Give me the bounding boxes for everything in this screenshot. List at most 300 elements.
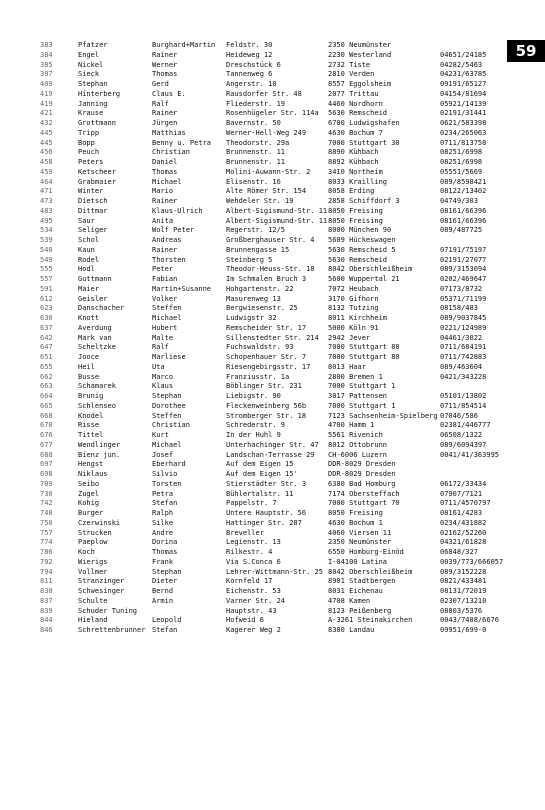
entry-city: 2800 Bremen 1 — [328, 372, 383, 381]
entry-first-name: Michael — [152, 440, 182, 449]
entry-city: 4460 Nordhorn — [328, 99, 383, 108]
entry-city: 3017 Pattensen — [328, 392, 388, 400]
list-item — [0, 343, 545, 353]
list-item — [0, 558, 545, 568]
entry-last-name: Tripp — [78, 128, 100, 137]
list-item — [0, 568, 545, 578]
entry-id: 383 — [40, 41, 53, 49]
entry-street: In der Huhl 9 — [226, 431, 281, 439]
entry-id: 630 — [40, 314, 53, 322]
entry-street: Albert-Sigismund-Str. 11 — [226, 216, 328, 225]
list-item — [0, 402, 545, 412]
list-item — [0, 363, 545, 373]
entry-first-name: Michael — [152, 314, 182, 322]
list-item — [0, 236, 545, 246]
entry-id: 748 — [40, 509, 53, 517]
entry-id: 384 — [40, 50, 53, 59]
entry-street: Brunnenstr. 11 — [226, 158, 286, 166]
entry-last-name: Engel — [78, 50, 100, 59]
entry-id: 557 — [40, 275, 53, 283]
entry-street: Breveller — [226, 528, 264, 537]
entry-id: 837 — [40, 596, 53, 605]
entry-street: Alte Römer Str. 154 — [226, 187, 307, 196]
entry-city: 8890 Kühbach — [328, 148, 379, 157]
entry-last-name: Stranzinger — [78, 577, 125, 586]
entry-last-name: Janning — [78, 99, 108, 108]
entry-city: I-04100 Latina — [328, 557, 388, 566]
entry-city: 8031 Eichenau — [328, 587, 383, 595]
entry-city: 8012 Ottobrunn — [328, 440, 388, 449]
entry-street: Steinberg 5 — [226, 255, 273, 264]
entry-last-name: Heil — [78, 362, 95, 371]
entry-last-name: Sieck — [78, 70, 100, 79]
list-item — [0, 158, 545, 168]
entry-city: 5630 Remscheid — [328, 109, 388, 118]
entry-phone: 0041/41/363995 — [440, 450, 500, 459]
entry-city: 2810 Verden — [328, 70, 375, 79]
entry-last-name: Saur — [78, 216, 95, 225]
entry-first-name: Uta — [152, 362, 165, 371]
list-item — [0, 392, 545, 402]
entry-last-name: Winter — [78, 187, 104, 196]
list-item — [0, 382, 545, 392]
entry-first-name: Silvio — [152, 470, 178, 478]
entry-street: Auf dem Eigen 15 — [226, 460, 294, 469]
entry-city: 8042 Oberschleißheim — [328, 265, 413, 274]
entry-phone: 089/9037845 — [440, 314, 487, 322]
entry-first-name: Michael — [152, 177, 182, 186]
entry-street: Stierstädter Str. 3 — [226, 479, 307, 488]
entry-last-name: Ketscheer — [78, 167, 116, 176]
entry-city: 2230 Westerland — [328, 50, 392, 59]
entry-phone: 089/3152228 — [440, 567, 487, 576]
entry-phone: 0621/583398 — [440, 119, 487, 127]
list-item — [0, 519, 545, 529]
list-item — [0, 509, 545, 519]
entry-first-name: Rainer — [152, 245, 178, 254]
entry-last-name: Risse — [78, 421, 100, 430]
list-item — [0, 207, 545, 217]
entry-street: Elisenstr. 16 — [226, 177, 281, 186]
entry-phone: 0711/854514 — [440, 401, 487, 410]
entry-phone: 02191/31441 — [440, 109, 487, 118]
entry-phone: 08161/4283 — [440, 509, 483, 517]
entry-city: 7123 Sachsenheim-Spielberg — [328, 411, 438, 420]
entry-phone: 0221/124989 — [440, 323, 487, 332]
entry-id: 774 — [40, 538, 53, 547]
entry-city: 2732 Tiste — [328, 60, 371, 69]
entry-first-name: Mario — [152, 187, 174, 196]
entry-phone: 02381/446777 — [440, 421, 491, 430]
entry-phone: 04651/24185 — [440, 50, 487, 59]
list-item — [0, 187, 545, 197]
entry-id: 397 — [40, 70, 53, 79]
entry-city: 8011 Kirchheim — [328, 314, 388, 322]
list-item — [0, 178, 545, 188]
entry-id: 637 — [40, 323, 53, 332]
entry-first-name: Stefan — [152, 626, 178, 634]
entry-last-name: Schol — [78, 236, 100, 244]
list-item — [0, 577, 545, 587]
entry-phone: 08251/6998 — [440, 158, 483, 166]
entry-first-name: Benny u. Petra — [152, 138, 212, 147]
entry-phone: 0234/431882 — [440, 518, 487, 527]
entry-first-name: Andre — [152, 528, 174, 537]
page-number: 59 — [507, 40, 545, 62]
entry-id: 794 — [40, 567, 53, 576]
entry-id: 651 — [40, 353, 53, 361]
list-item — [0, 61, 545, 71]
entry-street: Albert-Sigismund-Str. 11 — [226, 206, 328, 215]
entry-id: 483 — [40, 206, 53, 215]
entry-street: Großberghauser Str. 4 — [226, 236, 315, 244]
entry-street: Stromberger Str. 18 — [226, 411, 307, 420]
entry-first-name: Werner — [152, 60, 178, 69]
entry-phone: 09191/65127 — [440, 80, 487, 88]
entry-street: Lehrer-Wittmann-Str. 25 — [226, 567, 323, 576]
list-item — [0, 470, 545, 480]
entry-phone: 0711/742883 — [440, 353, 487, 361]
entry-street: Bavernstr. 50 — [226, 119, 281, 127]
entry-last-name: Knodel — [78, 411, 104, 420]
entry-city: 6700 Ludwigshafen — [328, 119, 400, 127]
entry-street: Angerstr. 10 — [226, 80, 277, 88]
entry-city: 4060 Viersen 11 — [328, 528, 392, 537]
list-item — [0, 217, 545, 227]
entry-street: Fliederstr. 19 — [226, 99, 286, 108]
entry-phone: 04321/61828 — [440, 538, 487, 547]
entry-last-name: Jooce — [78, 353, 100, 361]
list-item — [0, 421, 545, 431]
list-item — [0, 226, 545, 236]
entry-street: Dreschstück 6 — [226, 60, 281, 69]
entry-city: 2858 Schiffdorf 3 — [328, 197, 400, 205]
entry-city: 8050 Freising — [328, 509, 383, 517]
entry-city: 8892 Kühbach — [328, 158, 379, 166]
entry-last-name: Busse — [78, 372, 100, 381]
entry-street: Via S.Conca 6 — [226, 557, 281, 566]
entry-phone: 089/8598421 — [440, 177, 487, 186]
entry-last-name: Krause — [78, 109, 104, 118]
entry-city: A-3261 Steinakirchen — [328, 616, 413, 625]
entry-id: 456 — [40, 148, 53, 157]
entry-id: 445 — [40, 138, 53, 147]
entry-id: 539 — [40, 236, 53, 244]
entry-city: 7000 Stuttgart 1 — [328, 382, 396, 391]
entry-id: 647 — [40, 343, 53, 352]
entry-id: 421 — [40, 109, 53, 118]
entry-street: Fuchswaldstr. 93 — [226, 343, 294, 352]
list-item — [0, 168, 545, 178]
entry-city: 3410 Northeim — [328, 167, 383, 176]
entry-last-name: Grabmaier — [78, 177, 116, 186]
entry-city: 5000 Köln 91 — [328, 323, 379, 332]
entry-street: Theodorstr. 29a — [226, 138, 290, 147]
entry-id: 844 — [40, 616, 53, 625]
entry-phone: 089/3153094 — [440, 265, 487, 274]
entry-city: 8380 Landau — [328, 626, 375, 634]
entry-first-name: Martin+Susanne — [152, 284, 212, 293]
entry-id: 473 — [40, 197, 53, 205]
entry-first-name: Ralf — [152, 99, 169, 108]
entry-last-name: Seliger — [78, 226, 108, 235]
list-item — [0, 334, 545, 344]
entry-first-name: Thorsten — [152, 255, 186, 264]
entry-street: Hauptstr. 43 — [226, 606, 277, 615]
entry-first-name: Klaus-Ulrich — [152, 206, 203, 215]
list-item — [0, 587, 545, 597]
entry-first-name: Christian — [152, 148, 190, 157]
entry-street: Legienstr. 13 — [226, 538, 281, 547]
entry-street: Molini-Auwann-Str. 2 — [226, 167, 311, 176]
entry-last-name: Stephan — [78, 80, 108, 88]
entry-phone: 02307/13210 — [440, 596, 487, 605]
list-item — [0, 139, 545, 149]
entry-city: 5609 Hückeswagen — [328, 236, 396, 244]
entry-last-name: Kohig — [78, 499, 100, 508]
entry-id: 409 — [40, 80, 53, 88]
entry-last-name: Dietsch — [78, 197, 108, 205]
entry-last-name: Wendlinger — [78, 440, 121, 449]
entry-last-name: Schulte — [78, 596, 108, 605]
entry-last-name: Grottmann — [78, 119, 116, 127]
entry-phone: 0821/433481 — [440, 577, 487, 586]
entry-phone: 05371/71199 — [440, 294, 487, 303]
entry-first-name: Dieter — [152, 577, 178, 586]
entry-last-name: Kaun — [78, 245, 95, 254]
entry-city: 7072 Heubach — [328, 284, 379, 293]
entry-id: 459 — [40, 167, 53, 176]
entry-street: Feldstr. 30 — [226, 41, 273, 49]
entry-street: Im Schmalen Bruch 3 — [226, 275, 307, 283]
entry-street: Hohgartenstr. 22 — [226, 284, 294, 293]
entry-id: 670 — [40, 421, 53, 430]
entry-first-name: Thomas — [152, 548, 178, 556]
list-item — [0, 451, 545, 461]
list-item — [0, 353, 545, 363]
entry-phone: 08251/6998 — [440, 148, 483, 157]
entry-phone: 0234/265063 — [440, 128, 487, 137]
entry-first-name: Ralf — [152, 343, 169, 352]
entry-id: 419 — [40, 99, 53, 108]
entry-first-name: Rainer — [152, 50, 178, 59]
entry-city: 5561 Rivenich — [328, 431, 383, 439]
list-item — [0, 616, 545, 626]
entry-last-name: Scheltzke — [78, 343, 116, 352]
entry-last-name: Wierigs — [78, 557, 108, 566]
entry-street: Bergwiesenstr. 25 — [226, 304, 298, 313]
entry-last-name: Mark van — [78, 333, 112, 342]
entry-last-name: Peters — [78, 158, 104, 166]
entry-first-name: Armin — [152, 596, 174, 605]
entry-phone: 0202/469647 — [440, 275, 487, 283]
entry-id: 623 — [40, 304, 53, 313]
entry-id: 662 — [40, 372, 53, 381]
entry-last-name: Guttmann — [78, 275, 112, 283]
entry-phone: 05551/5669 — [440, 167, 483, 176]
entry-last-name: Hinterberg — [78, 89, 121, 98]
entry-first-name: Marco — [152, 372, 174, 381]
entry-first-name: Petra — [152, 489, 174, 498]
list-item — [0, 538, 545, 548]
entry-city: 5600 Wuppertal 21 — [328, 275, 400, 283]
entry-phone: 0711/684191 — [440, 343, 487, 352]
entry-first-name: Stephan — [152, 392, 182, 400]
entry-first-name: Malte — [152, 333, 174, 342]
list-item — [0, 295, 545, 305]
list-item — [0, 324, 545, 334]
entry-first-name: Daniel — [152, 158, 178, 166]
entry-phone: 08161/66396 — [440, 206, 487, 215]
entry-phone: 04231/63785 — [440, 70, 487, 79]
entry-street: Varner Str. 24 — [226, 596, 286, 605]
entry-street: Brunnengasse 15 — [226, 245, 290, 254]
entry-city: 4700 Hamm 1 — [328, 421, 375, 430]
entry-first-name: Rainer — [152, 197, 178, 205]
entry-first-name: Kurt — [152, 431, 169, 439]
entry-city: 4630 Bochum 7 — [328, 128, 383, 137]
entry-id: 591 — [40, 284, 53, 293]
entry-city: 8033 Krailling — [328, 177, 388, 186]
entry-street: Rausdorfer Str. 48 — [226, 89, 302, 98]
entry-phone: 06172/33434 — [440, 479, 487, 488]
list-item — [0, 285, 545, 295]
entry-first-name: Leopold — [152, 616, 182, 625]
entry-city: 8132 Tutzing — [328, 304, 379, 313]
entry-id: 555 — [40, 265, 53, 274]
entry-id: 664 — [40, 392, 53, 400]
entry-id: 742 — [40, 499, 53, 508]
entry-phone: 08131/72019 — [440, 587, 487, 595]
entry-id: 458 — [40, 158, 53, 166]
list-item — [0, 490, 545, 500]
entry-street: Brunnenstr. 11 — [226, 148, 286, 157]
list-item — [0, 148, 545, 158]
entry-city: 2350 Neumünster — [328, 538, 392, 547]
entry-street: Tannenweg 6 — [226, 70, 273, 79]
entry-street: Theodor-Heuss-Str. 18 — [226, 265, 315, 274]
entry-city: 7000 Stuttgart 80 — [328, 343, 400, 352]
entry-id: 697 — [40, 460, 53, 469]
entry-street: Werner-Hell-Weg 249 — [226, 128, 307, 137]
address-list — [0, 41, 545, 636]
entry-first-name: Eberhard — [152, 460, 186, 469]
entry-phone: 02191/27077 — [440, 255, 487, 264]
entry-first-name: Torsten — [152, 479, 182, 488]
entry-first-name: Rainer — [152, 109, 178, 118]
entry-last-name: Paeplow — [78, 538, 108, 547]
entry-last-name: Burger — [78, 509, 104, 517]
entry-last-name: Pfatzer — [78, 41, 108, 49]
entry-city: 5630 Remscheid 5 — [328, 245, 396, 254]
entry-id: 688 — [40, 450, 53, 459]
entry-id: 677 — [40, 440, 53, 449]
entry-first-name: Dorothee — [152, 401, 186, 410]
list-item — [0, 480, 545, 490]
entry-first-name: Anita — [152, 216, 174, 225]
entry-street: Masurenweg 13 — [226, 294, 281, 303]
entry-id: 792 — [40, 557, 53, 566]
entry-city: 2942 Jever — [328, 333, 371, 342]
entry-id: 830 — [40, 587, 53, 595]
list-item — [0, 412, 545, 422]
entry-first-name: Bernd — [152, 587, 174, 595]
entry-last-name: Bienz jun. — [78, 450, 121, 459]
entry-first-name: Matthias — [152, 128, 186, 137]
entry-id: 786 — [40, 548, 53, 556]
entry-phone: 08161/66396 — [440, 216, 487, 225]
list-item — [0, 197, 545, 207]
entry-id: 534 — [40, 226, 53, 235]
list-item — [0, 548, 545, 558]
entry-phone: 06508/1322 — [440, 431, 483, 439]
list-item — [0, 529, 545, 539]
entry-phone: 04154/81694 — [440, 89, 487, 98]
entry-phone: 0039/773/666057 — [440, 557, 504, 566]
entry-city: 6380 Bad Homburg — [328, 479, 396, 488]
entry-street: Wehdeler Str. 19 — [226, 197, 294, 205]
entry-last-name: Hieland — [78, 616, 108, 625]
entry-last-name: Dittmar — [78, 206, 108, 215]
entry-last-name: Maier — [78, 284, 100, 293]
entry-city: 7174 Obersteffach — [328, 489, 400, 498]
entry-last-name: Brunig — [78, 392, 104, 400]
entry-id: 668 — [40, 411, 53, 420]
entry-city: 7000 Stuttgart 70 — [328, 499, 400, 508]
list-item — [0, 109, 545, 119]
entry-id: 698 — [40, 470, 53, 478]
entry-last-name: Peuch — [78, 148, 100, 157]
entry-city: 7000 Stuttgart 30 — [328, 138, 400, 147]
entry-city: DDR-8029 Dresden — [328, 470, 396, 478]
entry-last-name: Vollmer — [78, 567, 108, 576]
entry-phone: 05921/14139 — [440, 99, 487, 108]
entry-street: Kagerer Weg 2 — [226, 626, 281, 634]
list-item — [0, 304, 545, 314]
entry-phone: 05101/13802 — [440, 392, 487, 400]
list-item — [0, 100, 545, 110]
entry-first-name: Steffen — [152, 304, 182, 313]
entry-street: Schopenhauer Str. 7 — [226, 353, 307, 361]
entry-id: 540 — [40, 245, 53, 254]
entry-phone: 07046/586 — [440, 411, 478, 420]
entry-city: 4708 Kamen — [328, 596, 371, 605]
entry-id: 757 — [40, 528, 53, 537]
list-item — [0, 441, 545, 451]
entry-phone: 04461/3022 — [440, 333, 483, 342]
entry-id: 612 — [40, 294, 53, 303]
entry-first-name: Burghard+Martin — [152, 41, 216, 49]
entry-phone: 07191/75197 — [440, 245, 487, 254]
entry-last-name: Seibo — [78, 479, 100, 488]
entry-first-name: Hubert — [152, 323, 178, 332]
entry-city: 8901 Stadtbergen — [328, 577, 396, 586]
entry-id: 464 — [40, 177, 53, 186]
list-item — [0, 626, 545, 636]
list-item — [0, 460, 545, 470]
entry-city: 8042 Oberschleißheim — [328, 567, 413, 576]
entry-last-name: Danschacher — [78, 304, 125, 313]
entry-city: 5630 Remscheid — [328, 255, 388, 264]
entry-id: 839 — [40, 606, 53, 615]
entry-id: 432 — [40, 119, 53, 127]
entry-phone: 09951/699-0 — [440, 626, 487, 634]
entry-last-name: Bopp — [78, 138, 95, 147]
entry-last-name: Niklaus — [78, 470, 108, 478]
entry-phone: 0711/813758 — [440, 138, 487, 147]
entry-last-name: Nickel — [78, 60, 104, 69]
entry-phone: 04749/303 — [440, 197, 478, 205]
